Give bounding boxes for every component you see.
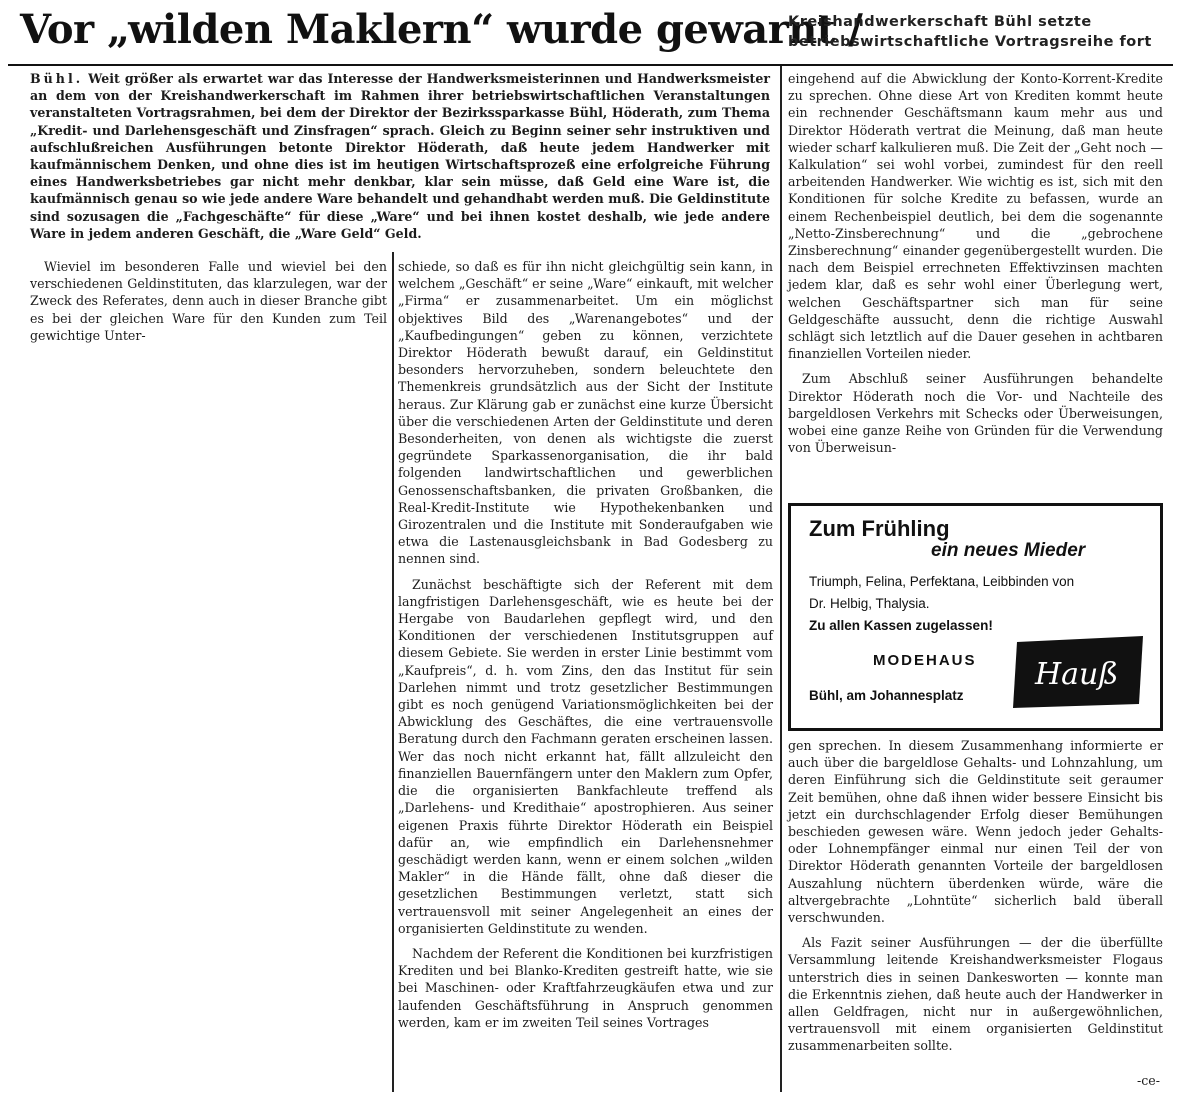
column-3-paragraph: Zum Abschluß seiner Ausführungen behandelte Direktor Höderath noch die Vor- und Nachteile des bargeldlosen Verkehrs mit Schecks oder Überweisungen, wobei eine ganze Reihe von Gründen für die Verwendung von Überweisun- <box>788 371 1163 456</box>
column-1-paragraph: Wieviel im besonderen Falle und wieviel bei den verschiedenen Geldinstituten, das klarzulegen, war der Zweck des Referates, denn auch in dieser Branche gibt es bei der gleichen Ware für den Kunden zum Teil gewichtige Unter- <box>30 259 387 343</box>
lead-place: Bühl. <box>30 71 84 86</box>
ad-notice: Zu allen Kassen zugelassen! <box>809 618 993 633</box>
store-logo-text: Hauß <box>1035 657 1119 692</box>
lead-text: Weit größer als erwartet war das Interesse der Handwerksmeisterinnen und Handwerksmeister an dem von der Kreishandwerkerschaft im Rahmen ihrer betriebswirtschaftlichen Veranstaltungen veranstalteten Vortragsrahmen, bei dem der Direktor der Bezirkssparkasse Bühl, Höderath, zum Thema „Kredit- und Darlehensgeschäft und Zinsfragen“ sprach. Gleich zu Beginn seiner sehr instruktiven und aufschlußreichen Ausführungen betonte Direktor Höderath, daß heute jedem Handwerker mit kaufmännischem Denken, und ohne dies ist im heutigen Wirtschaftsprozeß eine erfolgreiche Führung eines Handwerksbetriebes gar nicht mehr denkbar, klar sein müsse, daß Geld eine Ware ist, die kaufmännisch genau so wie jede andere Ware behandelt und gehandhabt werden muß. Die Geldinstitute sind sozusagen die „Fachgeschäfte“ für diese „Ware“ und bei ihnen kostet deshalb, wie jede andere Ware in jedem anderen Geschäft, die „Ware Geld“ Geld. <box>30 71 770 241</box>
column-2-paragraph: Zunächst beschäftigte sich der Referent mit dem langfristigen Darlehensgeschäft, wie es heute bei der Hergabe von Baudarlehen gepflegt wird, und den Konditionen der verschiedenen Institutsgruppen auf diesem Gebiete. Sie werden in erster Linie bestimmt vom „Kaufpreis“, d. h. vom Zins, den das Institut für sein Darlehen nimmt und trotz gesetzlicher Bestimmungen gibt es noch genügend Variationsmöglichkeiten bei der Abwicklung des Geschäftes, die eine vertrauensvolle Beratung durch den Fachmann geraten erscheinen lassen. Wer das noch nicht erkannt hat, fällt allzuleicht den finanziellen Bauernfängern unter den Maklern zum Opfer, die die organisierten Bankfachleute treffend als „Darlehens- und Kredithaie“ apostrophieren. Aus seiner eigenen Praxis führte Direktor Höderath ein Beispiel dafür an, wie empfindlich ein Darlehensnehmer geschädigt werden kann, wenn er einem solchen „wilden Makler“ in die Hände fällt, ohne daß dieser die gesetzlichen Bestimmungen verletzt, statt sich vertrauensvoll mit seiner Angelegenheit an eines der organisierten Geldinstitute zu wenden. <box>398 576 773 936</box>
store-logo-icon <box>1013 634 1147 710</box>
top-rule <box>8 64 1173 66</box>
column-2 <box>398 258 773 1039</box>
ad-subtitle: ein neues Mieder <box>931 540 1086 561</box>
ad-store-name: MODEHAUS <box>873 652 977 669</box>
column-3-paragraph: gen sprechen. In diesem Zusammenhang informierte er auch über die bargeldlose Gehalts- und Lohnzahlung, um deren Einführung sich die Geldinstitute seit geraumer Zeit bemühen, ohne daß ihnen wider bessere Einsicht bis jetzt ein durchschlagender Erfolg dieser Bemühungen beschieden gewesen wäre. Wenn jedoch jeder Gehalts- oder Lohnempfänger einmal nur einen Teil der von Direktor Höderath genannten Vorteile der bargeldlosen Auszahlung nüchtern überdenken würde, wäre die altvergebrachte „Lohntüte“ sicherlich bald überall verschwunden. <box>788 738 1163 926</box>
byline: -ce- <box>1136 1073 1160 1088</box>
ad-title: Zum Frühling <box>809 516 950 541</box>
lead-paragraph <box>30 70 770 250</box>
ad-brands-line-1: Triumph, Felina, Perfektana, Leibbinden von <box>809 574 1075 589</box>
column-divider-2 <box>780 66 782 1092</box>
column-1 <box>30 258 387 352</box>
ad-brands-line-2: Dr. Helbig, Thalysia. <box>809 596 930 611</box>
headline: Vor „wilden Maklern“ wurde gewarnt / <box>20 6 863 53</box>
advertisement <box>788 503 1163 731</box>
ad-address: Bühl, am Johannesplatz <box>809 688 964 703</box>
column-3-top <box>788 70 1163 464</box>
column-divider-1 <box>392 252 394 1092</box>
subheadline: Kreishandwerkerschaft Bühl setzte betriebswirtschaftliche Vortragsreihe fort <box>788 14 1152 50</box>
column-3-bottom <box>788 737 1163 1063</box>
column-2-paragraph: schiede, so daß es für ihn nicht gleichgültig sein kann, in welchem „Geschäft“ er seine „Ware“ einkauft, mit welcher „Firma“ er zusammenarbeitet. Um ein möglichst objektives Bild des „Warenangebotes“ und der „Kaufbedingungen“ geben zu können, verzichtete Direktor Höderath bewußt darauf, ein Geldinstitut besonders hervorzuheben, sondern beleuchtete den Themenkreis grundsätzlich aus der Sicht der Institute heraus. Zur Klärung gab er zunächst eine kurze Übersicht über die verschiedenen Arten der Geldinstitute und deren Besonderheiten, von denen als wichtigste die zuerst gegründete Sparkassenorganisation, die ihr bald folgenden landwirtschaftlichen und gewerblichen Genossenschaftsbanken, die privaten Großbanken, die Real-Kredit-Institute wie Hypothekenbanken und Girozentralen und die Institute mit Sonderaufgaben wie etwa die Lastenausgleichsbank in Bad Godesberg zu nennen sind. <box>398 259 773 567</box>
column-3-paragraph: eingehend auf die Abwicklung der Konto-Korrent-Kredite zu sprechen. Ohne diese Art von Krediten kommt heute ein rechnender Geschäftsmann kaum mehr aus und Direktor Höderath vertrat die Meinung, daß man heute wieder scharf kalkulieren muß. Die Zeit der „Geht noch — Kalkulation“ sei wohl vorbei, zumindest für den reell arbeitenden Handwerker. Wie wichtig es ist, sich mit den Konditionen für solche Kredite zu befassen, wurde an einem Rechenbeispiel deutlich, bei dem die sogenannte „Netto-Zinsberechnung“ und die „gebrochene Zinsberechnung“ einander gegenübergestellt wurden. Die nach dem Beispiel errechneten Effektivzinsen machten jedem klar, daß es sehr wohl einer Überlegung wert, welchen Geschäftspartner sich man für seine Geldgeschäfte aussucht, denn die richtige Auswahl schlägt sich letztlich auf die Dauer gesehen in achtbaren finanziellen Vorteilen nieder. <box>788 71 1163 362</box>
column-3-paragraph: Als Fazit seiner Ausführungen — der die überfüllte Versammlung leitende Kreishandwerksmeister Flogaus unterstrich dies in seinen Dankesworten — konnte man die Erkenntnis ziehen, daß heute auch der Handwerker in allen Geldfragen, nicht nur in außergewöhnlichen, vertrauensvoll mit einem organisierten Geldinstitut zusammenarbeiten sollte. <box>788 935 1163 1054</box>
column-2-paragraph: Nachdem der Referent die Konditionen bei kurzfristigen Krediten und bei Blanko-Krediten gestreift hatte, wie sie bei Maschinen- oder Kraftfahrzeugkäufen etwa und zur laufenden Geschäftsführung in Anspruch genommen werden, kam er im zweiten Teil seines Vortrages <box>398 945 773 1030</box>
